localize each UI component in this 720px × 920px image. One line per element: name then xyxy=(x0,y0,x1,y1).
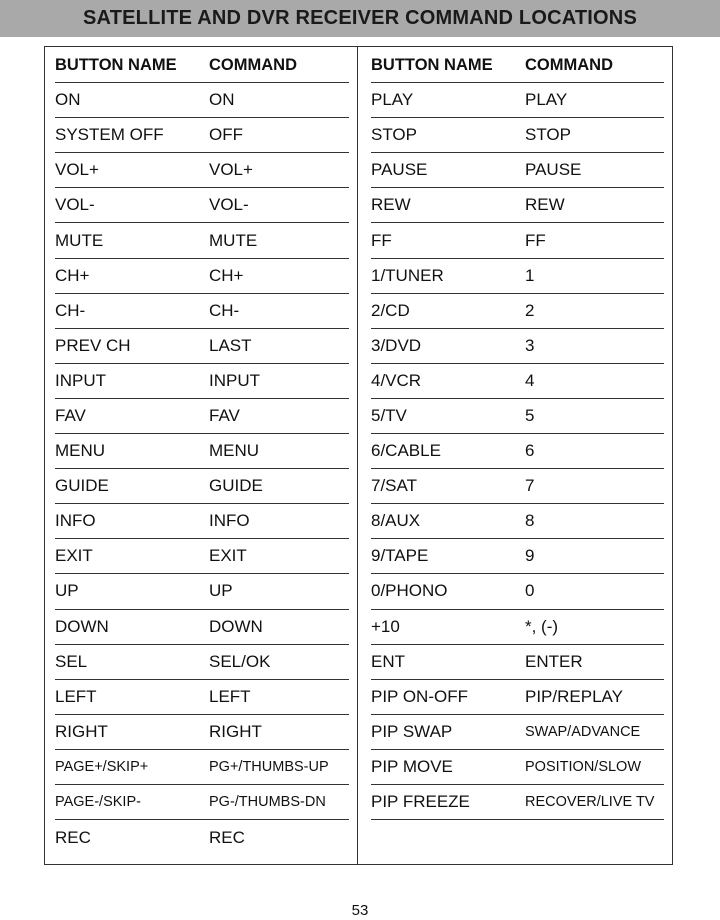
button-name-cell: MENU xyxy=(55,441,106,461)
button-name-cell: VOL+ xyxy=(55,160,99,180)
button-name-cell: UP xyxy=(55,581,79,601)
command-cell: VOL+ xyxy=(209,160,253,180)
button-name-cell: RIGHT xyxy=(55,721,108,741)
table-row xyxy=(55,820,349,855)
command-cell: PIP/REPLAY xyxy=(525,686,623,706)
button-name-cell: 7/SAT xyxy=(371,476,417,496)
page-title: SATELLITE AND DVR RECEIVER COMMAND LOCATIONS xyxy=(83,7,637,29)
table-row xyxy=(371,118,664,153)
button-name-cell: GUIDE xyxy=(55,476,109,496)
command-cell: 2 xyxy=(525,300,535,320)
table-row xyxy=(55,750,349,785)
command-cell: INFO xyxy=(209,511,250,531)
table-row xyxy=(55,680,349,715)
table-row xyxy=(55,118,349,153)
column-divider xyxy=(357,46,358,865)
button-name-cell: PREV CH xyxy=(55,335,131,355)
button-name-cell: FAV xyxy=(55,405,86,425)
table-row xyxy=(55,259,349,294)
button-name-cell: PAUSE xyxy=(371,160,428,180)
page-number: 53 xyxy=(351,902,369,919)
command-cell: FF xyxy=(525,230,546,250)
command-cell: ENTER xyxy=(525,651,583,671)
command-cell: FAV xyxy=(209,405,240,425)
table-row xyxy=(371,680,664,715)
title-bar xyxy=(0,0,720,37)
button-name-cell: SYSTEM OFF xyxy=(55,125,164,145)
command-cell: REC xyxy=(209,827,245,847)
table-row xyxy=(371,539,664,574)
table-row xyxy=(55,329,349,364)
command-cell: 4 xyxy=(525,370,535,390)
button-name-cell: +10 xyxy=(371,616,400,636)
table-row xyxy=(371,645,664,680)
command-cell: SWAP/ADVANCE xyxy=(525,723,641,740)
left-table xyxy=(55,48,349,855)
command-cell: ON xyxy=(209,90,235,110)
command-cell: REW xyxy=(525,195,565,215)
table-row xyxy=(371,153,664,188)
header-command: COMMAND xyxy=(525,55,613,74)
command-cell: RIGHT xyxy=(209,721,262,741)
table-row xyxy=(55,294,349,329)
button-name-cell: ENT xyxy=(371,651,405,671)
table-row xyxy=(371,83,664,118)
table-row xyxy=(55,610,349,645)
button-name-cell: CH- xyxy=(55,300,86,320)
table-row xyxy=(371,434,664,469)
button-name-cell: PIP MOVE xyxy=(371,756,453,776)
table-row xyxy=(55,223,349,258)
table-row xyxy=(55,469,349,504)
command-cell: MENU xyxy=(209,441,260,461)
button-name-cell: STOP xyxy=(371,125,417,145)
button-name-cell: CH+ xyxy=(55,265,90,285)
button-name-cell: PIP FREEZE xyxy=(371,792,470,812)
button-name-cell: 6/CABLE xyxy=(371,441,441,461)
table-row xyxy=(371,259,664,294)
table-row xyxy=(55,83,349,118)
button-name-cell: 4/VCR xyxy=(371,370,422,390)
button-name-cell: 9/TAPE xyxy=(371,546,429,566)
command-cell: PLAY xyxy=(525,90,568,110)
table-row xyxy=(371,188,664,223)
right-table xyxy=(371,48,664,820)
command-cell: DOWN xyxy=(209,616,263,636)
table-row xyxy=(371,610,664,645)
table-row xyxy=(371,504,664,539)
table-row xyxy=(371,574,664,609)
command-cell: SEL/OK xyxy=(209,651,271,671)
button-name-cell: PAGE-/SKIP- xyxy=(55,794,141,811)
command-cell: RECOVER/LIVE TV xyxy=(525,794,655,811)
table-row xyxy=(55,434,349,469)
button-name-cell: REW xyxy=(371,195,411,215)
command-cell: PG-/THUMBS-DN xyxy=(209,794,326,811)
button-name-cell: EXIT xyxy=(55,546,93,566)
command-cell: PAUSE xyxy=(525,160,582,180)
left-header-row xyxy=(55,48,349,83)
command-cell: GUIDE xyxy=(209,476,263,496)
table-row xyxy=(371,469,664,504)
button-name-cell: PLAY xyxy=(371,90,414,110)
command-cell: CH+ xyxy=(209,265,244,285)
button-name-cell: 5/TV xyxy=(371,405,407,425)
table-row xyxy=(55,715,349,750)
button-name-cell: PAGE+/SKIP+ xyxy=(55,758,149,775)
command-cell: INPUT xyxy=(209,370,260,390)
command-cell: EXIT xyxy=(209,546,247,566)
button-name-cell: 2/CD xyxy=(371,300,410,320)
header-command: COMMAND xyxy=(209,55,297,74)
command-cell: 3 xyxy=(525,335,535,355)
command-cell: OFF xyxy=(209,125,243,145)
command-cell: MUTE xyxy=(209,230,258,250)
command-cell: 5 xyxy=(525,405,535,425)
button-name-cell: ON xyxy=(55,90,81,110)
button-name-cell: PIP ON-OFF xyxy=(371,686,468,706)
button-name-cell: MUTE xyxy=(55,230,104,250)
command-cell: 1 xyxy=(525,265,535,285)
header-button-name: BUTTON NAME xyxy=(55,55,177,74)
table-row xyxy=(371,715,664,750)
table-row xyxy=(371,750,664,785)
button-name-cell: INPUT xyxy=(55,370,106,390)
button-name-cell: DOWN xyxy=(55,616,109,636)
table-row xyxy=(55,539,349,574)
table-row xyxy=(371,364,664,399)
command-cell: 7 xyxy=(525,476,535,496)
button-name-cell: REC xyxy=(55,827,91,847)
table-row xyxy=(371,399,664,434)
table-row xyxy=(55,574,349,609)
button-name-cell: INFO xyxy=(55,511,96,531)
table-row xyxy=(55,188,349,223)
table-row xyxy=(55,364,349,399)
button-name-cell: PIP SWAP xyxy=(371,721,453,741)
command-cell: STOP xyxy=(525,125,571,145)
table-row xyxy=(55,153,349,188)
button-name-cell: 0/PHONO xyxy=(371,581,448,601)
command-cell: *, (-) xyxy=(525,616,559,636)
command-cell: PG+/THUMBS-UP xyxy=(209,758,329,775)
button-name-cell: 1/TUNER xyxy=(371,265,444,285)
command-cell: CH- xyxy=(209,300,240,320)
right-header-row xyxy=(371,48,664,83)
button-name-cell: 3/DVD xyxy=(371,335,422,355)
command-cell: UP xyxy=(209,581,233,601)
table-row xyxy=(371,329,664,364)
table-row xyxy=(371,223,664,258)
command-cell: VOL- xyxy=(209,195,249,215)
table-row xyxy=(55,504,349,539)
button-name-cell: SEL xyxy=(55,651,88,671)
command-cell: 0 xyxy=(525,581,535,601)
table-row xyxy=(371,294,664,329)
table-row xyxy=(55,785,349,820)
command-cell: 6 xyxy=(525,441,535,461)
header-button-name: BUTTON NAME xyxy=(371,55,493,74)
command-cell: LEFT xyxy=(209,686,251,706)
button-name-cell: VOL- xyxy=(55,195,95,215)
table-row xyxy=(371,785,664,820)
button-name-cell: 8/AUX xyxy=(371,511,421,531)
command-cell: POSITION/SLOW xyxy=(525,758,642,775)
command-cell: 9 xyxy=(525,546,535,566)
button-name-cell: LEFT xyxy=(55,686,97,706)
button-name-cell: FF xyxy=(371,230,392,250)
command-cell: LAST xyxy=(209,335,252,355)
table-row xyxy=(55,399,349,434)
table-row xyxy=(55,645,349,680)
command-cell: 8 xyxy=(525,511,535,531)
